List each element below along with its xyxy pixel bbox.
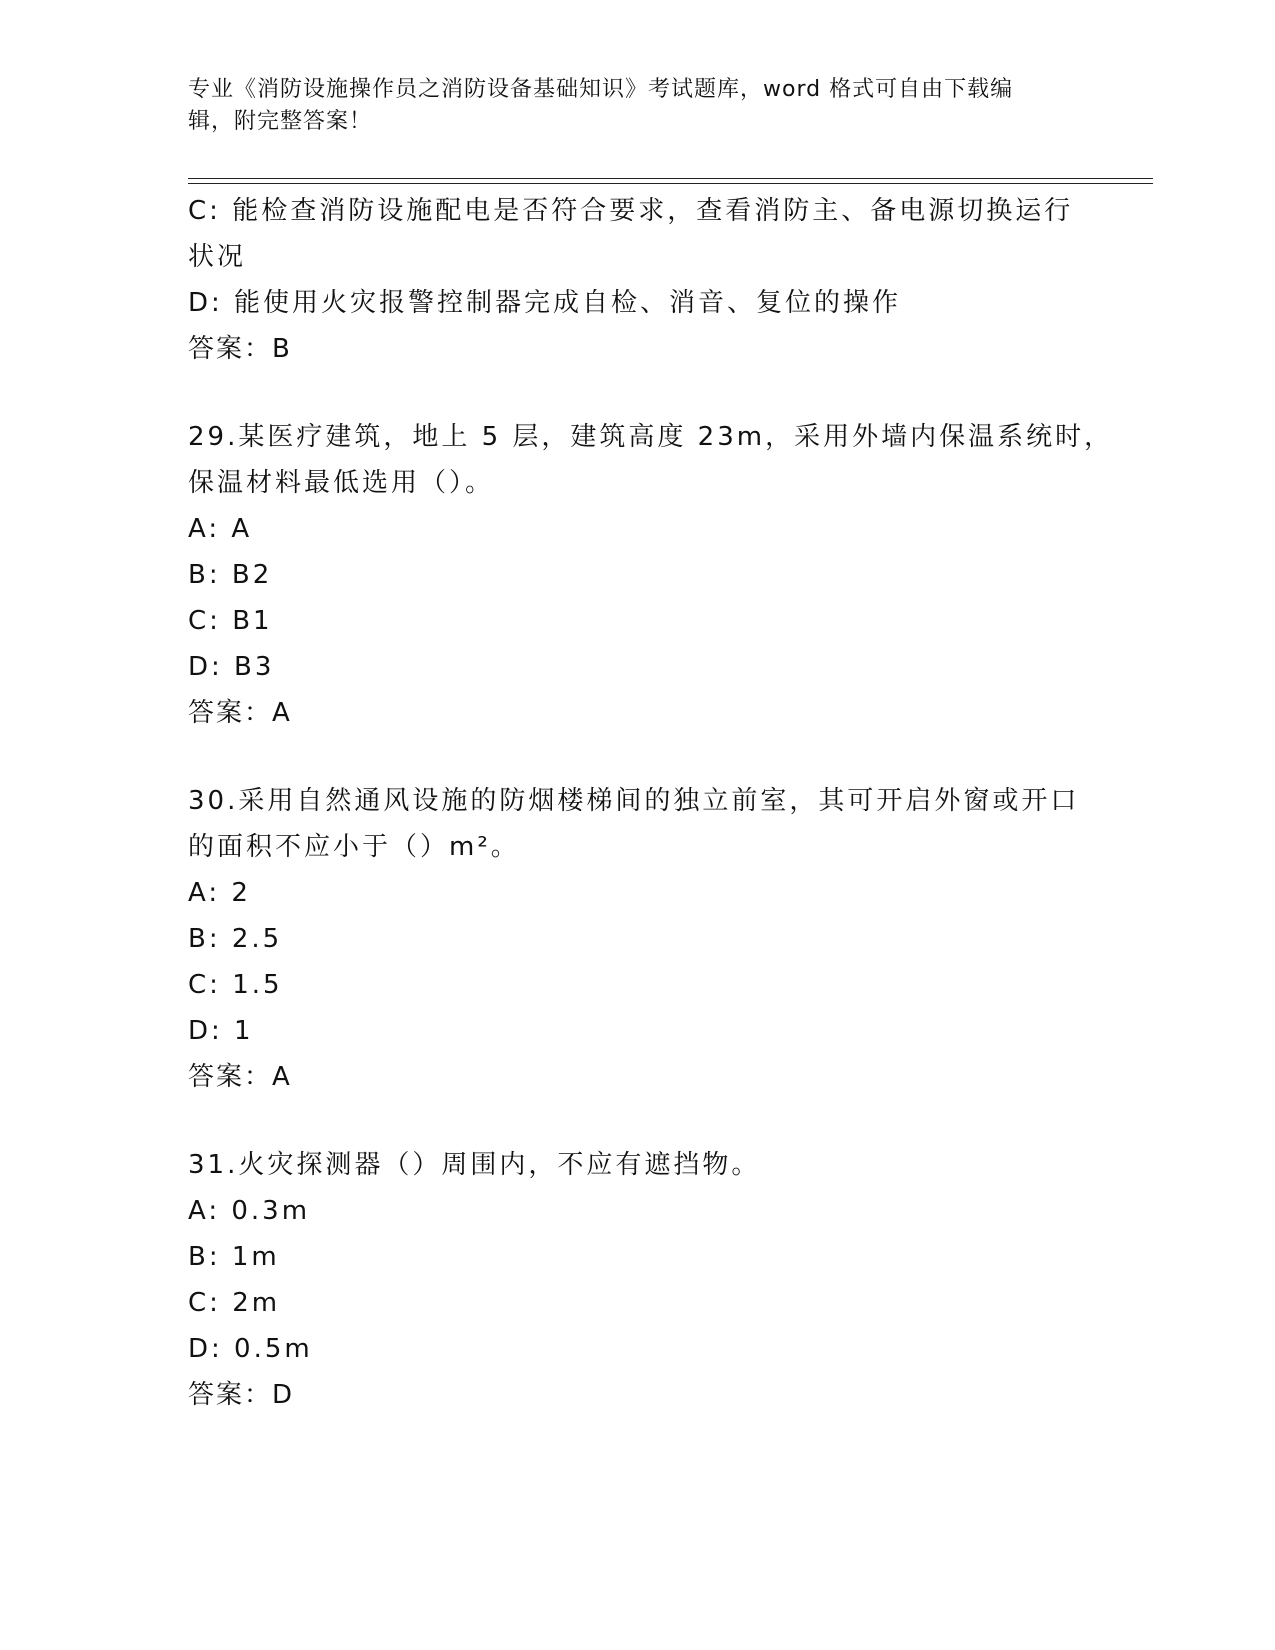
option-b [188,1234,1088,1280]
option-text: 2 [231,878,251,908]
option-label: C: [188,606,221,636]
option-label: B: [188,560,221,590]
header-line-2: 辑，附完整答案！ [188,109,373,134]
option-text: 2m [232,1288,281,1318]
header-divider-bottom [188,183,1153,184]
question-stem: 30.采用自然通风设施的防烟楼梯间的独立前室，其可开启外窗或开口 [188,786,1080,816]
option-c [188,962,1088,1008]
answer-line [188,690,1088,736]
document-header [188,74,1068,138]
option-a [188,870,1088,916]
option-label: B: [188,1242,221,1272]
option-text: 能检查消防设施配电是否符合要求，查看消防主、备电源切换运行 [232,196,1074,226]
option-text: 0.5m [234,1334,313,1364]
option-c-continued: 状况 [188,242,247,272]
option-text: B3 [234,652,275,682]
option-text: 1.5 [232,970,283,1000]
answer-line [188,1054,1088,1100]
option-d [188,1326,1088,1372]
question-stem-continued: 保温材料最低选用（）。 [188,468,495,498]
question-list [188,188,1114,1418]
prev-question [188,188,1088,372]
answer-value: A [272,698,290,728]
question-stem: 31.火灾探测器（）周围内，不应有遮挡物。 [188,1150,761,1180]
answer-label: 答案： [188,1062,273,1092]
question-stem-continued: 的面积不应小于（）m²。 [188,832,520,862]
option-c [188,188,1088,234]
option-text: 0.3m [231,1196,311,1226]
option-d [188,644,1088,690]
option-label: A: [188,1196,221,1226]
option-label: C: [188,970,221,1000]
answer-line [188,1372,1088,1418]
option-text: 1m [231,1242,280,1272]
option-label: D: [188,1334,223,1364]
option-label: B: [188,924,221,954]
question-29 [188,414,1114,736]
option-label: D: [188,652,223,682]
option-label: D: [188,288,223,318]
option-a [188,506,1088,552]
option-text: A [231,514,253,544]
answer-label: 答案： [188,1380,273,1410]
option-label: C: [188,1288,221,1318]
option-text: B1 [232,606,273,636]
option-label: A: [188,514,221,544]
answer-value: B [272,334,290,364]
option-a [188,1188,1088,1234]
option-d [188,280,1088,326]
header-divider-top [188,178,1153,179]
option-b [188,552,1088,598]
option-text: 2.5 [231,924,283,954]
option-text: 1 [234,1016,254,1046]
answer-value: A [272,1062,290,1092]
answer-value: D [272,1380,293,1410]
question-stem: 29.某医疗建筑，地上 5 层，建筑高度 23m，采用外墙内保温系统时， [188,422,1114,452]
option-label: C: [188,196,221,226]
option-b [188,916,1088,962]
answer-label: 答案： [188,334,273,364]
answer-label: 答案： [188,698,273,728]
option-d [188,1008,1088,1054]
option-c [188,1280,1088,1326]
header-line-1: 专业《消防设施操作员之消防设备基础知识》考试题库，word 格式可自由下载编 [188,77,1014,102]
option-text: B2 [231,560,273,590]
answer-line [188,326,1088,372]
option-c [188,598,1088,644]
question-31 [188,1142,1088,1418]
option-text: 能使用火灾报警控制器完成自检、消音、复位的操作 [234,288,902,318]
question-30 [188,778,1088,1100]
option-label: D: [188,1016,223,1046]
option-label: A: [188,878,221,908]
